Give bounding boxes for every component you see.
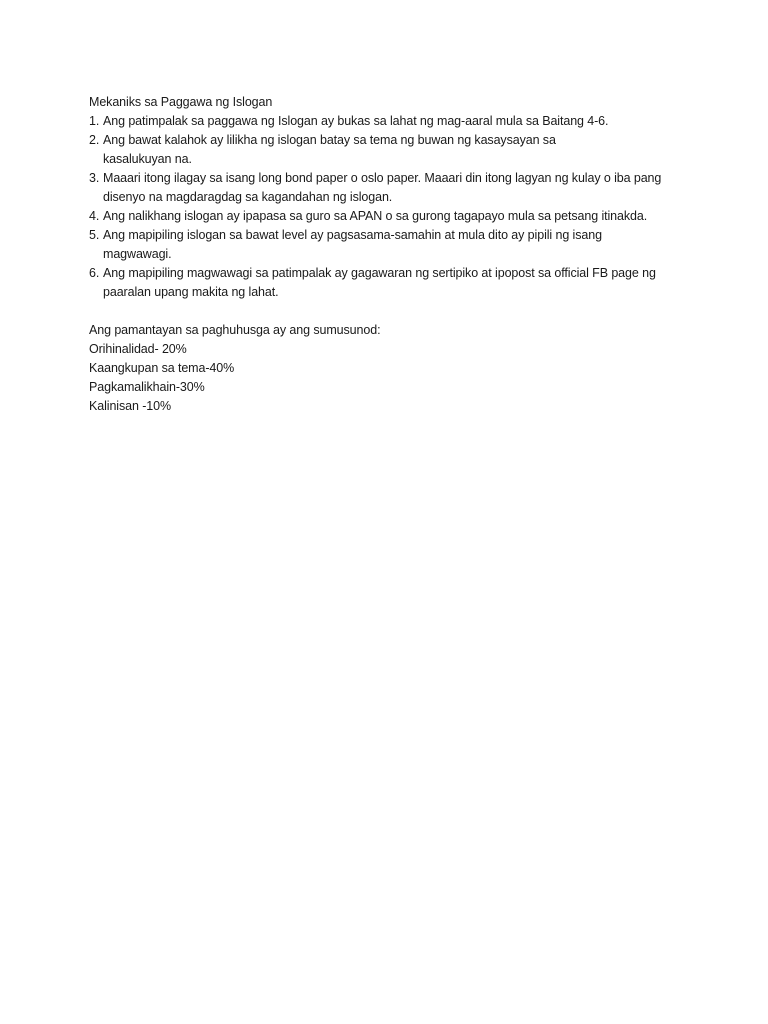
list-item <box>89 169 664 207</box>
criteria-heading: Ang pamantayan sa paghuhusga ay ang sumusunod: <box>89 323 381 337</box>
list-item-text: Ang mapipiling islogan sa bawat level ay pagsasama-samahin at mula dito ay pipili ng isang magwawagi. <box>103 228 602 261</box>
list-item <box>89 264 679 302</box>
document-page <box>89 93 709 416</box>
list-item <box>89 226 624 264</box>
paragraph-gap <box>89 302 709 321</box>
list-item-text: Ang nalikhang islogan ay ipapasa sa guro sa APAN o sa gurong tagapayo mula sa petsang itinakda. <box>103 209 648 223</box>
list-item <box>89 131 569 169</box>
list-item-text: Ang patimpalak sa paggawa ng Islogan ay bukas sa lahat ng mag-aaral mula sa Baitang 4-6. <box>103 114 609 128</box>
list-item <box>89 207 709 226</box>
list-item <box>89 112 709 131</box>
list-item-number: 5. <box>89 228 100 242</box>
criteria-item: Pagkamalikhain-30% <box>89 380 205 394</box>
list-item-number: 1. <box>89 114 100 128</box>
mechanics-list <box>89 112 709 302</box>
criteria-list <box>89 340 709 416</box>
list-item-number: 6. <box>89 266 100 280</box>
criteria-item: Kalinisan -10% <box>89 399 171 413</box>
list-item-number: 2. <box>89 133 100 147</box>
criteria-item: Orihinalidad- 20% <box>89 342 187 356</box>
list-item-text: Ang bawat kalahok ay lilikha ng islogan batay sa tema ng buwan ng kasaysayan sa kasalukuyan na. <box>103 133 556 166</box>
list-item-number: 4. <box>89 209 100 223</box>
document-heading: Mekaniks sa Paggawa ng Islogan <box>89 95 273 109</box>
list-item-text: Maaari itong ilagay sa isang long bond paper o oslo paper. Maaari din itong lagyan ng kulay o iba pang disenyo na magdaragdag sa kagandahan ng islogan. <box>103 171 662 204</box>
criteria-item: Kaangkupan sa tema-40% <box>89 361 235 375</box>
list-item-text: Ang mapipiling magwawagi sa patimpalak ay gagawaran ng sertipiko at ipopost sa official FB page ng paaralan upang makita ng lahat. <box>103 266 656 299</box>
list-item-number: 3. <box>89 171 100 185</box>
